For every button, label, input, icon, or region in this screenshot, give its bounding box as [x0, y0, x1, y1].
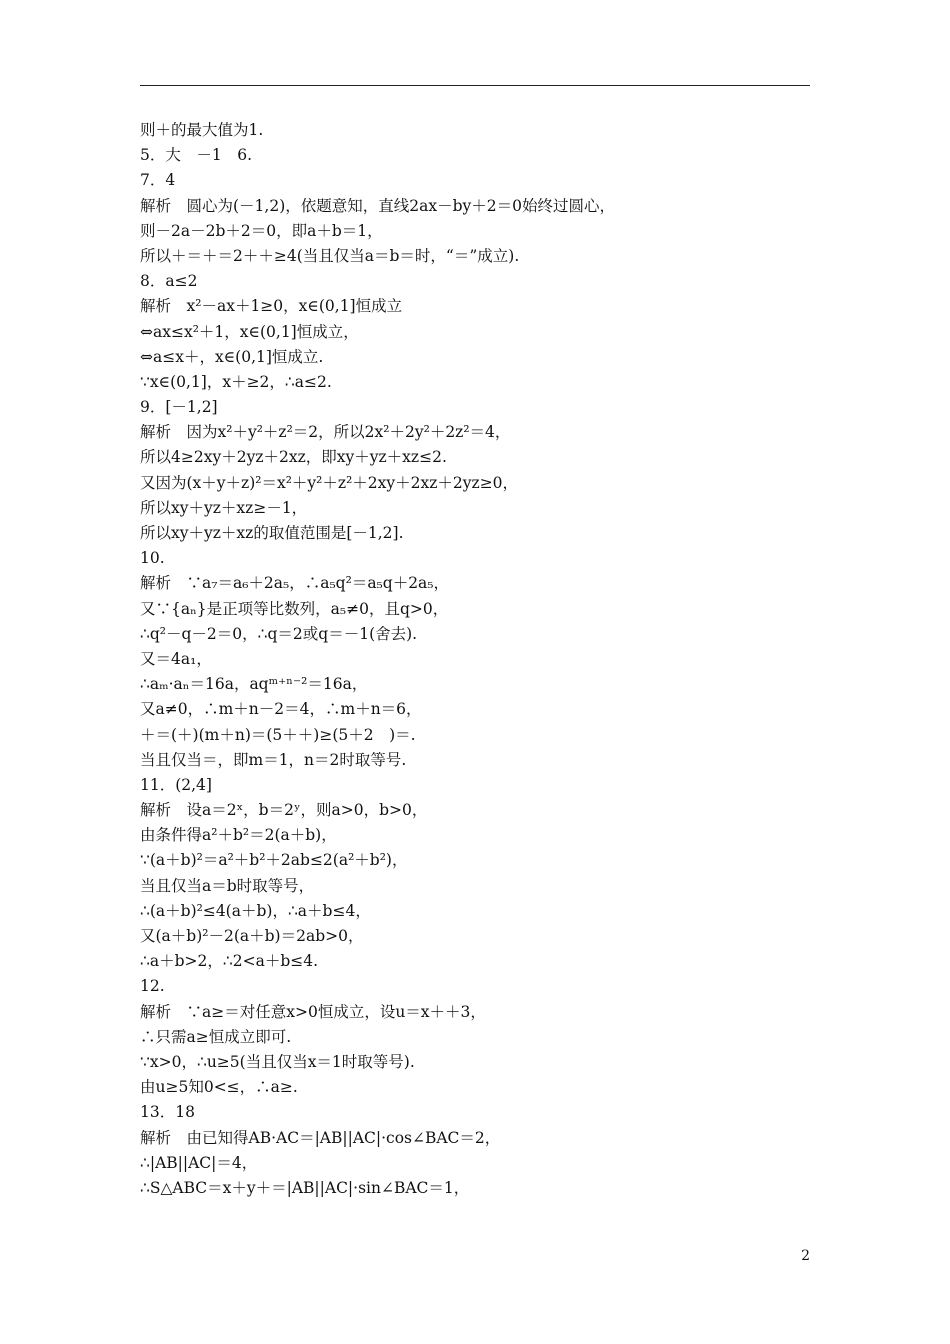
text-line: ＋＝(＋)(m＋n)＝(5＋＋)≥(5＋2 )＝. [140, 725, 416, 744]
text-line: 又∵{aₙ}是正项等比数列，a₅≠0，且q>0， [140, 599, 449, 618]
text-line: 又因为(x＋y＋z)²＝x²＋y²＋z²＋2xy＋2xz＋2yz≥0， [140, 473, 519, 492]
text-line: ∵x>0，∴u≥5(当且仅当x＝1时取等号). [140, 1052, 415, 1071]
text-line: 由条件得a²＋b²＝2(a＋b)， [140, 826, 337, 845]
text-line: 11．(2,4] [140, 775, 212, 794]
answer-text-block [140, 118, 810, 1201]
page-number: 2 [801, 1248, 810, 1264]
text-line: 所以xy＋yz＋xz≥－1， [140, 498, 308, 517]
text-line: ∴|AB||AC|＝4， [140, 1153, 258, 1172]
text-line: 解析 x²－ax＋1≥0，x∈(0,1]恒成立 [140, 297, 403, 316]
text-line: 由u≥5知0<≤，∴a≥. [140, 1078, 298, 1097]
text-line: 则＋的最大值为1. [140, 121, 264, 139]
text-line: 所以xy＋yz＋xz的取值范围是[－1,2]. [140, 524, 404, 542]
text-line: 12. [140, 977, 165, 996]
text-line: 解析 ∵a≥＝对任意x>0恒成立，设u＝x＋＋3， [140, 1002, 486, 1021]
text-line: ∴(a＋b)²≤4(a＋b)，∴a＋b≤4， [140, 901, 371, 920]
text-line: ∴只需a≥恒成立即可. [140, 1027, 292, 1046]
text-line: ⇔a≤x＋，x∈(0,1]恒成立. [140, 347, 324, 366]
text-line: ∴S△ABC＝x＋y＋＝|AB||AC|·sin∠BAC＝1， [140, 1178, 470, 1197]
text-line: ⇔ax≤x²＋1，x∈(0,1]恒成立， [140, 322, 359, 341]
text-line: ∵(a＋b)²＝a²＋b²＋2ab≤2(a²＋b²)， [140, 851, 408, 870]
text-line: ∴a＋b>2，∴2<a＋b≤4. [140, 952, 319, 971]
text-line: 当且仅当＝，即m＝1，n＝2时取等号. [140, 750, 407, 769]
text-line: 8．a≤2 [140, 272, 198, 291]
text-line: 则－2a－2b＋2＝0，即a＋b＝1， [140, 221, 383, 240]
text-line: 解析 由已知得AB·AC＝|AB||AC|·cos∠BAC＝2， [140, 1128, 501, 1147]
text-line: 解析 ∵a₇＝a₆＋2a₅，∴a₅q²＝a₅q＋2a₅， [140, 574, 450, 593]
text-line: 解析 设a＝2ˣ，b＝2ʸ，则a>0，b>0， [140, 801, 428, 820]
text-line: 又(a＋b)²－2(a＋b)＝2ab>0， [140, 927, 364, 945]
text-line: ∴aₘ·aₙ＝16a，aqᵐ⁺ⁿ⁻²＝16a， [140, 675, 368, 694]
text-line: 又a≠0，∴m＋n－2＝4，∴m＋n＝6， [140, 700, 422, 719]
text-line: 5．大 －1 6. [140, 146, 253, 165]
text-line: 解析 因为x²＋y²＋z²＝2，所以2x²＋2y²＋2z²＝4， [140, 423, 511, 442]
text-line: 解析 圆心为(－1,2)，依题意知，直线2ax－by＋2＝0始终过圆心， [140, 196, 615, 215]
text-line: 7．4 [140, 171, 176, 190]
text-line: 又＝4a₁， [140, 649, 212, 668]
text-line: 9．[－1,2] [140, 398, 218, 417]
text-line: 13．18 [140, 1103, 195, 1122]
text-line: 所以＋＝＋＝2＋＋≥4(当且仅当a＝b＝时，“＝”成立). [140, 246, 520, 265]
header-rule [140, 85, 810, 86]
text-line: ∴q²－q－2＝0，∴q＝2或q＝－1(舍去). [140, 624, 418, 643]
text-line: 10. [140, 549, 165, 568]
text-line: 当且仅当a＝b时取等号， [140, 876, 315, 895]
text-line: 所以4≥2xy＋2yz＋2xz，即xy＋yz＋xz≤2. [140, 448, 447, 467]
text-line: ∵x∈(0,1]，x＋≥2，∴a≤2. [140, 372, 332, 391]
